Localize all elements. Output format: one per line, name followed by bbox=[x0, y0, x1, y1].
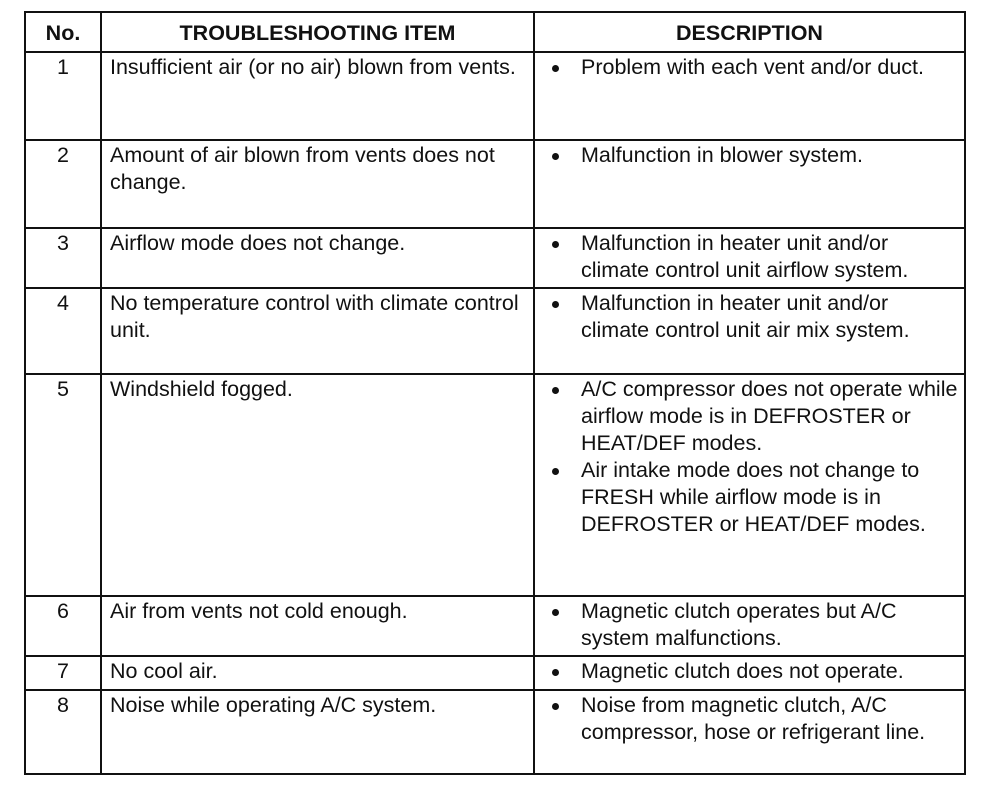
description-list bbox=[535, 142, 958, 169]
description-cell bbox=[534, 228, 965, 288]
table-row bbox=[25, 656, 965, 690]
description-list bbox=[535, 230, 958, 284]
description-cell bbox=[534, 140, 965, 228]
description-item bbox=[535, 598, 958, 652]
description-item bbox=[535, 376, 958, 457]
description-list bbox=[535, 658, 958, 685]
description-text: Problem with each vent and/or duct. bbox=[581, 55, 924, 79]
description-cell bbox=[534, 690, 965, 774]
bullet-icon bbox=[552, 153, 559, 160]
description-cell bbox=[534, 288, 965, 374]
description-text: Air intake mode does not change to FRESH while airflow mode is in DEFROSTER or HEAT/DEF modes. bbox=[581, 458, 926, 536]
description-text: Magnetic clutch does not operate. bbox=[581, 659, 904, 683]
bullet-icon bbox=[552, 669, 559, 676]
table-row bbox=[25, 690, 965, 774]
bullet-icon bbox=[552, 609, 559, 616]
description-item bbox=[535, 54, 958, 81]
bullet-icon bbox=[552, 387, 559, 394]
row-number: 6 bbox=[25, 596, 101, 656]
description-list bbox=[535, 54, 958, 81]
description-item bbox=[535, 692, 958, 746]
description-cell bbox=[534, 374, 965, 596]
header-row bbox=[25, 12, 965, 52]
header-troubleshooting-item: TROUBLESHOOTING ITEM bbox=[101, 12, 534, 52]
bullet-icon bbox=[552, 301, 559, 308]
row-number: 3 bbox=[25, 228, 101, 288]
table-row bbox=[25, 288, 965, 374]
description-list bbox=[535, 290, 958, 344]
header-description: DESCRIPTION bbox=[534, 12, 965, 52]
troubleshooting-item: Noise while operating A/C system. bbox=[101, 690, 534, 774]
row-number: 2 bbox=[25, 140, 101, 228]
troubleshooting-table bbox=[24, 11, 966, 775]
bullet-icon bbox=[552, 65, 559, 72]
bullet-icon bbox=[552, 468, 559, 475]
bullet-icon bbox=[552, 241, 559, 248]
description-text: Magnetic clutch operates but A/C system malfunctions. bbox=[581, 599, 897, 650]
row-number: 1 bbox=[25, 52, 101, 140]
table-row bbox=[25, 374, 965, 596]
description-item bbox=[535, 658, 958, 685]
row-number: 5 bbox=[25, 374, 101, 596]
troubleshooting-item: No temperature control with climate control unit. bbox=[101, 288, 534, 374]
description-cell bbox=[534, 596, 965, 656]
row-number: 7 bbox=[25, 656, 101, 690]
description-item bbox=[535, 457, 958, 538]
row-number: 8 bbox=[25, 690, 101, 774]
description-text: Malfunction in heater unit and/or climate control unit air mix system. bbox=[581, 291, 910, 342]
description-text: Malfunction in blower system. bbox=[581, 143, 863, 167]
description-cell bbox=[534, 656, 965, 690]
description-item bbox=[535, 142, 958, 169]
description-list bbox=[535, 376, 958, 538]
description-text: A/C compressor does not operate while airflow mode is in DEFROSTER or HEAT/DEF modes. bbox=[581, 377, 958, 455]
bullet-icon bbox=[552, 703, 559, 710]
troubleshooting-item: Airflow mode does not change. bbox=[101, 228, 534, 288]
troubleshooting-item: Amount of air blown from vents does not change. bbox=[101, 140, 534, 228]
table-row bbox=[25, 228, 965, 288]
table-row bbox=[25, 596, 965, 656]
description-text: Noise from magnetic clutch, A/C compressor, hose or refrigerant line. bbox=[581, 693, 926, 744]
row-number: 4 bbox=[25, 288, 101, 374]
table-row bbox=[25, 140, 965, 228]
description-list bbox=[535, 598, 958, 652]
description-list bbox=[535, 692, 958, 746]
troubleshooting-item: Air from vents not cold enough. bbox=[101, 596, 534, 656]
description-item bbox=[535, 290, 958, 344]
description-cell bbox=[534, 52, 965, 140]
description-text: Malfunction in heater unit and/or climate control unit airflow system. bbox=[581, 231, 909, 282]
troubleshooting-item: No cool air. bbox=[101, 656, 534, 690]
troubleshooting-item: Insufficient air (or no air) blown from vents. bbox=[101, 52, 534, 140]
description-item bbox=[535, 230, 958, 284]
troubleshooting-item: Windshield fogged. bbox=[101, 374, 534, 596]
header-no: No. bbox=[25, 12, 101, 52]
table-row bbox=[25, 52, 965, 140]
